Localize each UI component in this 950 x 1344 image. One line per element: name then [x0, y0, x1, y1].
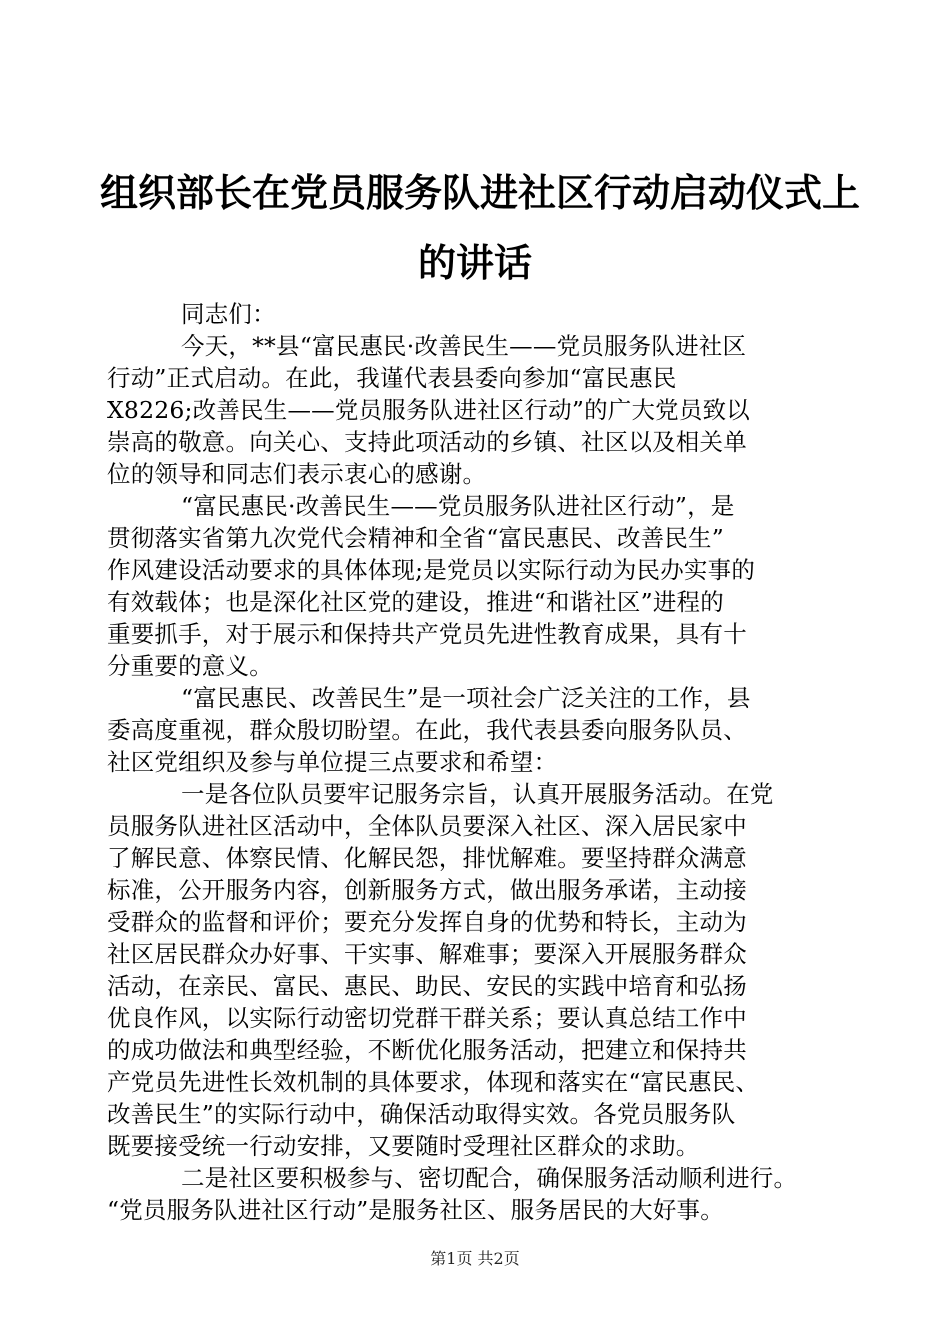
paragraph-line: 社区居民群众办好事、干实事、解难事；要深入开展服务群众 [107, 940, 747, 968]
paragraph-line: 二是社区要积极参与、密切配合，确保服务活动顺利进行。 [181, 1164, 798, 1192]
title-line: 组织部长在党员服务队进社区行动启动仪式上 [100, 171, 861, 215]
paragraph-line: 有效载体；也是深化社区党的建设，推进“和谐社区”进程的 [107, 588, 724, 616]
paragraph-point-one [107, 778, 843, 1162]
paragraph-significance [107, 490, 843, 682]
paragraph-line: X8226;改善民生——党员服务队进社区行动”的广大党员致以 [107, 396, 750, 424]
paragraph-line: 标准，公开服务内容，创新服务方式，做出服务承诺，主动接 [107, 876, 747, 904]
paragraph-opening [107, 330, 843, 490]
paragraph-line: 既要接受统一行动安排，又要随时受理社区群众的求助。 [107, 1132, 700, 1160]
page-number-footer: 第1页 共2页 [430, 1249, 520, 1268]
paragraph-line: 的成功做法和典型经验，不断优化服务活动，把建立和保持共 [107, 1036, 747, 1064]
paragraph-line: 分重要的意义。 [107, 652, 273, 680]
paragraph-line: 产党员先进性长效机制的具体要求，体现和落实在“富民惠民、 [107, 1068, 760, 1096]
paragraph-line: 贯彻落实省第九次党代会精神和全省“富民惠民、改善民生” [107, 524, 724, 552]
paragraph-line: “富民惠民、改善民生”是一项社会广泛关注的工作，县 [181, 684, 751, 712]
paragraph-line: “党员服务队进社区行动”是服务社区、服务居民的大好事。 [107, 1196, 724, 1224]
paragraph-point-two [107, 1162, 843, 1226]
paragraph-line: 同志们： [181, 300, 276, 328]
paragraph-line: 崇高的敬意。向关心、支持此项活动的乡镇、社区以及相关单 [107, 428, 747, 456]
paragraph-line: 重要抓手，对于展示和保持共产党员先进性教育成果，具有十 [107, 620, 747, 648]
salutation-paragraph [107, 298, 843, 330]
paragraph-line: 员服务队进社区活动中，全体队员要深入社区、深入居民家中 [107, 812, 747, 840]
paragraph-requirements-intro [107, 682, 843, 778]
title-line: 的讲话 [417, 241, 532, 285]
paragraph-line: 行动”正式启动。在此，我谨代表县委向参加“富民惠民 [107, 364, 677, 392]
paragraph-line: 了解民意、体察民情、化解民怨，排忧解难。要坚持群众满意 [107, 844, 747, 872]
document-title [100, 158, 861, 298]
paragraph-line: 改善民生”的实际行动中，确保活动取得实效。各党员服务队 [107, 1100, 736, 1128]
paragraph-line: 优良作风，以实际行动密切党群干群关系；要认真总结工作中 [107, 1004, 747, 1032]
paragraph-line: 受群众的监督和评价；要充分发挥自身的优势和特长，主动为 [107, 908, 747, 936]
paragraph-line: 作风建设活动要求的具体体现;是党员以实际行动为民办实事的 [107, 556, 756, 584]
paragraph-line: 位的领导和同志们表示衷心的感谢。 [107, 460, 487, 488]
paragraph-line: 社区党组织及参与单位提三点要求和希望： [107, 748, 558, 776]
paragraph-line: 活动，在亲民、富民、惠民、助民、安民的实践中培育和弘扬 [107, 972, 747, 1000]
paragraph-line: 一是各位队员要牢记服务宗旨，认真开展服务活动。在党 [181, 780, 774, 808]
document-body [107, 298, 843, 1226]
paragraph-line: 今天，**县“富民惠民·改善民生——党员服务队进社区 [181, 332, 747, 360]
paragraph-line: 委高度重视，群众殷切盼望。在此，我代表县委向服务队员、 [107, 716, 747, 744]
paragraph-line: “富民惠民·改善民生——党员服务队进社区行动”，是 [181, 492, 735, 520]
